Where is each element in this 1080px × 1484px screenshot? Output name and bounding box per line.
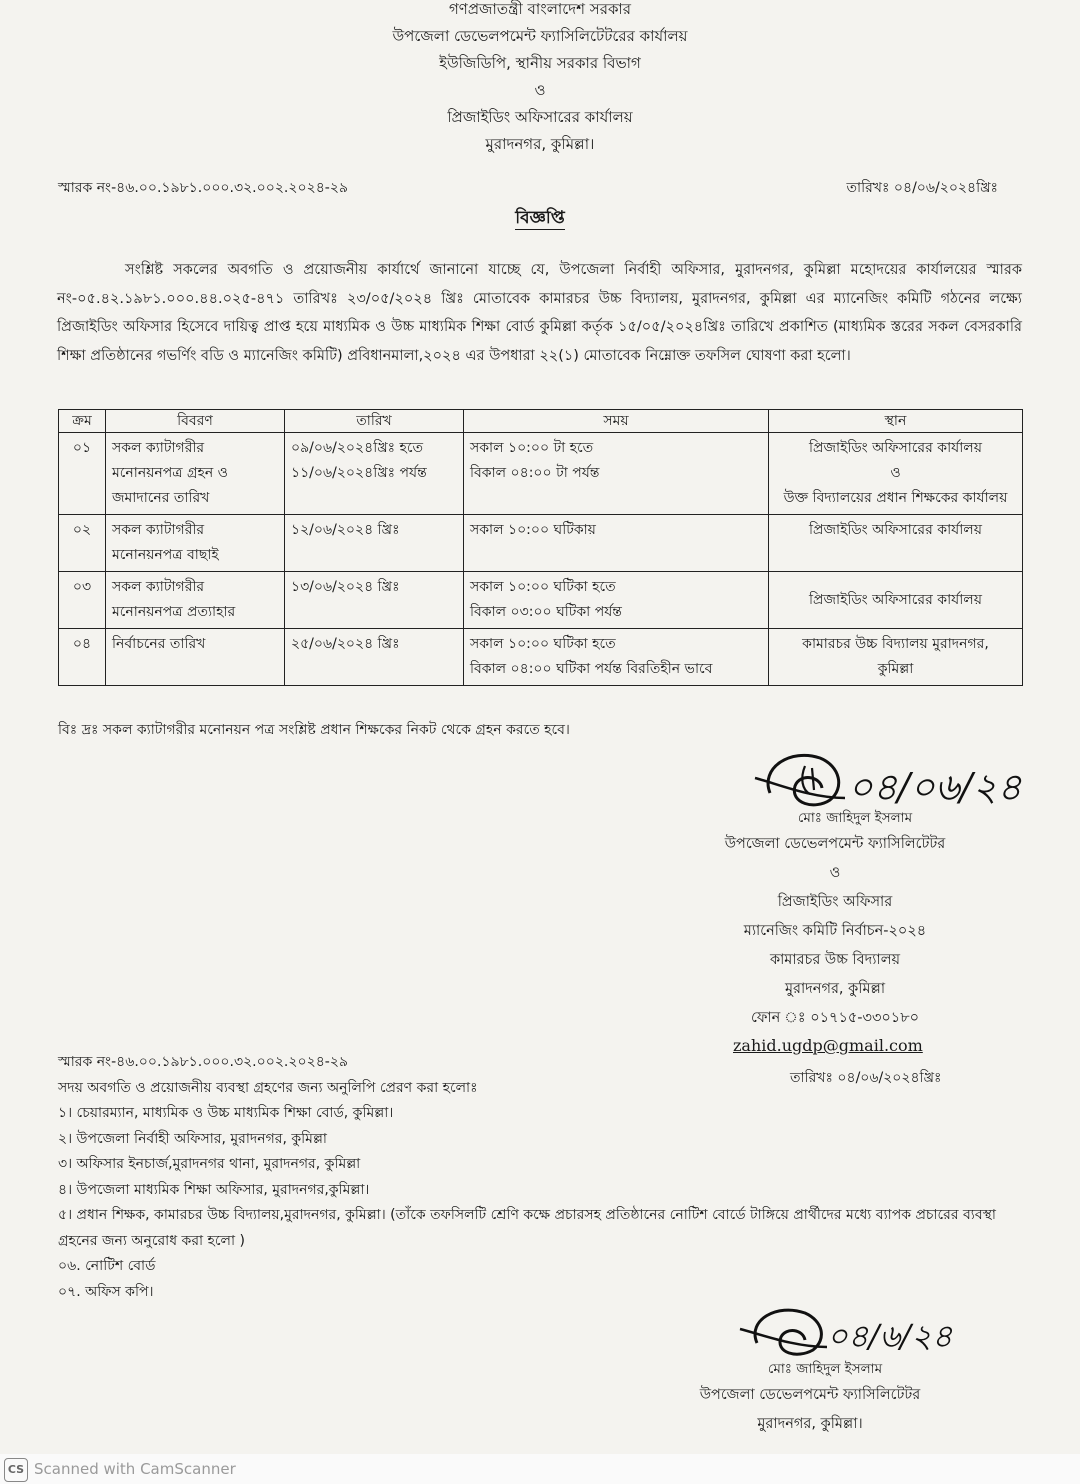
camscanner-logo: CS: [4, 1458, 28, 1482]
letterhead: [0, 0, 1080, 158]
signature-date-2: ০৪/৬/২৪: [827, 1317, 953, 1355]
row-place-line2: ও: [890, 465, 901, 481]
row-date: [285, 433, 464, 515]
signature-image-2: [735, 1295, 955, 1365]
row-time: [464, 629, 769, 686]
row-time-end: বিকাল ০৪:০০ ঘটিকা পর্যন্ত বিরতিহীন ভাবে: [470, 661, 713, 677]
office-location: মুরাদনগর, কুমিল্লা।: [485, 135, 595, 153]
office-name: উপজেলা ডেভেলপমেন্ট ফ্যাসিলিটেটরের কার্যালয়: [392, 27, 688, 45]
row-date: ১৩/০৬/২০২৪ খ্রিঃ: [285, 572, 464, 629]
notice-title: [0, 205, 1080, 233]
table-row: [59, 433, 1023, 515]
row-time: [464, 572, 769, 629]
notice-body: [57, 256, 1022, 370]
row-time: [464, 433, 769, 515]
row-date: ১২/০৬/২০২৪ খ্রিঃ: [285, 515, 464, 572]
list-item: ০৭. অফিস কপি।: [58, 1283, 154, 1300]
signature-block-2: [660, 1357, 960, 1439]
row-description: সকল ক্যাটাগরীর মনোনয়নপত্র বাছাই: [106, 515, 285, 572]
presiding-office: প্রিজাইডিং অফিসারের কার্যালয়: [447, 108, 633, 126]
signatory-school: কামারচর উচ্চ বিদ্যালয়: [769, 952, 901, 968]
table-row: [59, 515, 1023, 572]
row-date-end: ১১/০৬/২০২৪খ্রিঃ পর্যন্ত: [291, 465, 427, 481]
header-place: স্থান: [769, 410, 1023, 433]
signatory-role: প্রিজাইডিং অফিসার: [777, 894, 893, 910]
row-time-start: সকাল ১০:০০ টা হতে: [470, 440, 594, 456]
copy-date: তারিখঃ ০৪/০৬/২০২৪খ্রিঃ: [790, 1070, 942, 1086]
govt-name: গণপ্রজাতন্ত্রী বাংলাদেশ সরকার: [448, 0, 632, 18]
row-time: সকাল ১০:০০ ঘটিকায়: [464, 515, 769, 572]
row-time-end: বিকাল ০৩:০০ ঘটিকা পর্যন্ত: [470, 604, 622, 620]
row-time-start: সকাল ১০:০০ ঘটিকা হতে: [470, 579, 616, 595]
row-place-line3: উক্ত বিদ্যালয়ের প্রধান শিক্ষকের কার্যালয়: [783, 490, 1008, 506]
camscanner-text: Scanned with CamScanner: [34, 1460, 236, 1478]
row-place: প্রিজাইডিং অফিসারের কার্যালয়: [769, 572, 1023, 629]
signatory-conjunction: ও: [829, 865, 841, 881]
row-place: প্রিজাইডিং অফিসারের কার্যালয়: [769, 515, 1023, 572]
row-place: [769, 629, 1023, 686]
row-time-end: বিকাল ০৪:০০ টা পর্যন্ত: [470, 465, 600, 481]
schedule-table: [58, 409, 1023, 686]
copy-distribution: [58, 1050, 1018, 1305]
signature-date-1: ০৪/০৬/২৪: [848, 765, 1022, 809]
row-description: নির্বাচনের তারিখ: [106, 629, 285, 686]
table-header-row: [59, 410, 1023, 433]
conjunction: ও: [534, 81, 546, 99]
row-description: সকল ক্যাটাগরীর মনোনয়নপত্র প্রত্যাহার: [106, 572, 285, 629]
row-serial: ০৩: [59, 572, 106, 629]
list-item: ৫। প্রধান শিক্ষক, কামারচর উচ্চ বিদ্যালয়,মুরাদনগর, কুমিল্লা। (তাঁকে তফসিলটি শ্রেণি কক্ষে প্রচারসহ প্রতিষ্ঠানের নোটিশ বোর্ডে টাঙ্গিয়ে প্রার্থীদের মধ্যে ব্যাপক প্রচারের ব্যবস্থা গ্রহনের জন্য অনুরোধ করা হলো ): [58, 1207, 996, 1249]
signatory-title-2: উপজেলা ডেভেলপমেন্ট ফ্যাসিলিটেটর: [699, 1387, 921, 1403]
row-place-line1: প্রিজাইডিং অফিসারের কার্যালয়: [809, 440, 982, 456]
row-serial: ০১: [59, 433, 106, 515]
special-note: বিঃ দ্রঃ সকল ক্যাটাগরীর মনোনয়ন পত্র সংশ্লিষ্ট প্রধান শিক্ষকের নিকট থেকে গ্রহন করতে হবে।: [58, 722, 570, 738]
copy-reference: স্মারক নং-৪৬.০০.১৯৮১.০০০.৩২.০০২.২০২৪-২৯: [58, 1054, 349, 1070]
header-date: তারিখ: [285, 410, 464, 433]
list-item: ১। চেয়ারম্যান, মাধ্যমিক ও উচ্চ মাধ্যমিক শিক্ষা বোর্ড, কুমিল্লা।: [58, 1105, 394, 1121]
signatory-committee: ম্যানেজিং কমিটি নির্বাচন-২০২৪: [743, 923, 927, 939]
signatory-location: মুরাদনগর, কুমিল্লা: [784, 981, 886, 997]
list-item: ২। উপজেলা নির্বাহী অফিসার, মুরাদনগর, কুমিল্লা: [58, 1130, 327, 1147]
header-serial: ক্রম: [59, 410, 106, 433]
signatory-name-2: মোঃ জাহিদুল ইসলাম: [767, 1361, 883, 1377]
header-time: সময়: [464, 410, 769, 433]
signatory-phone: ফোন ঃ ০১৭১৫-৩৩০১৮০: [750, 1010, 920, 1026]
scanner-watermark: [0, 1454, 1080, 1484]
notice-body-text: সংশ্লিষ্ট সকলের অবগতি ও প্রয়োজনীয় কার্যার্থে জানানো যাচ্ছে যে, উপজেলা নির্বাহী অফিসার, মুরাদনগর, কুমিল্লা মহোদয়ের কার্যালয়ের স্মারক নং-০৫.৪২.১৯৮১.০০০.৪৪.০২৫-৪৭১ তারিখঃ ২৩/০৫/২০২৪ খ্রিঃ মোতাবেক কামারচর উচ্চ বিদ্যালয়, মুরাদনগর, কুমিল্লা এর ম্যানেজিং কমিটি গঠনের লক্ষ্যে প্রিজাইডিং অফিসার হিসেবে দায়িত্ব প্রাপ্ত হয়ে মাধ্যমিক ও উচ্চ মাধ্যমিক শিক্ষা বোর্ড কুমিল্লা কর্তৃক ১৫/০৫/২০২৪খ্রিঃ তারিখে প্রকাশিত (মাধ্যমিক স্তরের সকল বেসরকারি শিক্ষা প্রতিষ্ঠানের গভর্ণিং বডি ও ম্যানেজিং কমিটি) প্রবিধানমালা,২০২৪ এর উপধারা ২২(১) মোতাবেক নিম্নোক্ত তফসিল ঘোষণা করা হলো।: [57, 262, 1022, 364]
signatory-name: মোঃ জাহিদুল ইসলাম: [797, 810, 913, 826]
row-place: [769, 433, 1023, 515]
row-time-start: সকাল ১০:০০ ঘটিকা হতে: [470, 636, 616, 652]
list-item: ৩। অফিসার ইনচার্জ,মুরাদনগর থানা, মুরাদনগর, কুমিল্লা: [58, 1156, 361, 1172]
list-item: ০৬. নোটিশ বোর্ড: [58, 1258, 156, 1274]
signature-block-1: [690, 806, 980, 1033]
row-place-line1: কামারচর উচ্চ বিদ্যালয় মুরাদনগর,: [802, 636, 989, 652]
row-serial: ০২: [59, 515, 106, 572]
row-description: সকল ক্যাটাগরীর মনোনয়নপত্র গ্রহন ও জমাদানের তারিখ: [106, 433, 285, 515]
table-row: [59, 629, 1023, 686]
department-name: ইউজিডিপি, স্থানীয় সরকার বিভাগ: [439, 54, 641, 72]
row-place-line2: কুমিল্লা: [877, 661, 914, 677]
table-row: [59, 572, 1023, 629]
row-date: ২৫/০৬/২০২৪ খ্রিঃ: [285, 629, 464, 686]
row-serial: ০৪: [59, 629, 106, 686]
signatory-title: উপজেলা ডেভেলপমেন্ট ফ্যাসিলিটেটর: [724, 836, 946, 852]
copy-intro: সদয় অবগতি ও প্রয়োজনীয় ব্যবস্থা গ্রহণের জন্য অনুলিপি প্রেরণ করা হলোঃ: [58, 1079, 478, 1096]
memo-date: তারিখঃ ০৪/০৬/২০২৪খ্রিঃ: [846, 180, 998, 196]
row-date-start: ০৯/০৬/২০২৪খ্রিঃ হতে: [291, 440, 424, 456]
header-description: বিবরণ: [106, 410, 285, 433]
signatory-location-2: মুরাদনগর, কুমিল্লা।: [757, 1416, 863, 1432]
list-item: ৪। উপজেলা মাধ্যমিক শিক্ষা অফিসার, মুরাদনগর,কুমিল্লা।: [58, 1181, 370, 1198]
notice-title-text: বিজ্ঞপ্তি: [515, 208, 565, 228]
memo-reference: স্মারক নং-৪৬.০০.১৯৮১.০০০.৩২.০০২.২০২৪-২৯: [58, 180, 349, 196]
signatory-email: zahid.ugdp@gmail.com: [733, 1036, 923, 1055]
